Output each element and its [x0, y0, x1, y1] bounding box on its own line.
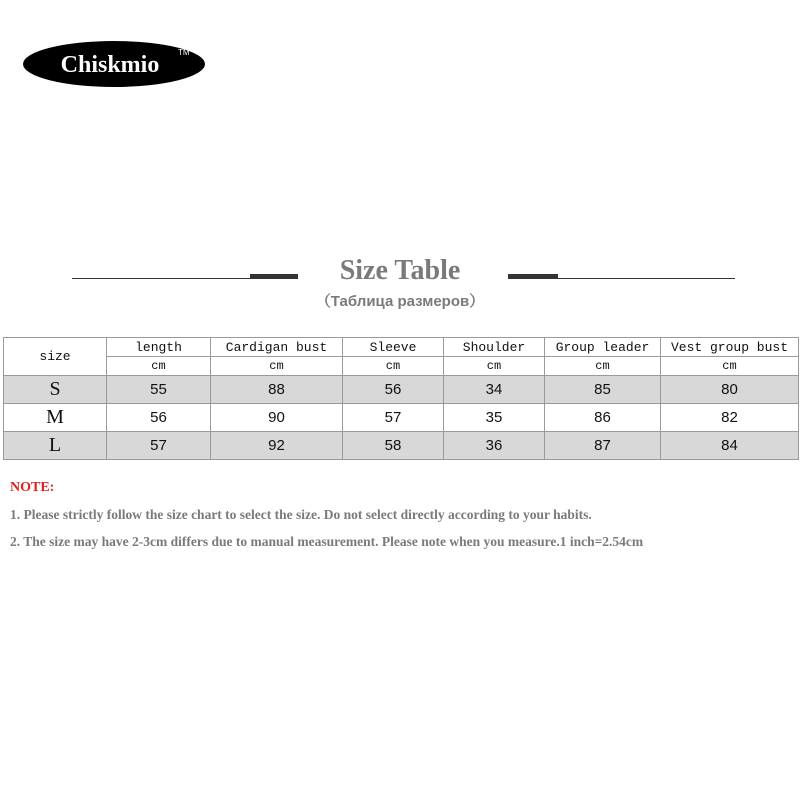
column-header: Group leader [545, 338, 661, 357]
unit-cell: cm [444, 357, 545, 376]
unit-row [4, 357, 799, 376]
table-row [4, 404, 799, 432]
column-header: Shoulder [444, 338, 545, 357]
column-header: length [107, 338, 211, 357]
brand-logo [22, 40, 206, 88]
table-cell: 35 [444, 404, 545, 432]
table-cell: 85 [545, 376, 661, 404]
column-header: Sleeve [343, 338, 444, 357]
table-cell: 82 [661, 404, 799, 432]
table-cell: 80 [661, 376, 799, 404]
unit-cell: cm [545, 357, 661, 376]
table-cell: 34 [444, 376, 545, 404]
table-cell: 57 [343, 404, 444, 432]
table-cell: 84 [661, 432, 799, 460]
table-cell: 56 [107, 404, 211, 432]
unit-cell: cm [107, 357, 211, 376]
table-cell: 87 [545, 432, 661, 460]
size-label: S [4, 376, 107, 404]
note-heading: NOTE: [10, 480, 55, 495]
column-header: Vest group bust [661, 338, 799, 357]
unit-cell: cm [343, 357, 444, 376]
table-cell: 56 [343, 376, 444, 404]
page-title: Size Table [339, 255, 461, 286]
unit-cell: cm [661, 357, 799, 376]
size-table [3, 337, 799, 460]
brand-tm: TM [178, 48, 190, 57]
note-item: 1. Please strictly follow the size chart to select the size. Do not select directly according to your habits. [10, 507, 592, 522]
table-cell: 57 [107, 432, 211, 460]
table-cell: 92 [211, 432, 343, 460]
size-label: L [4, 432, 107, 460]
table-cell: 58 [343, 432, 444, 460]
note-item: 2. The size may have 2-3cm differs due to manual measurement. Please note when you measure.1 inch=2.54cm [10, 534, 644, 549]
unit-cell: cm [211, 357, 343, 376]
size-label: M [4, 404, 107, 432]
brand-name: Chiskmio [60, 52, 160, 78]
table-cell: 90 [211, 404, 343, 432]
table-cell: 86 [545, 404, 661, 432]
page-subtitle: （Таблица размеров） [315, 293, 485, 310]
table-header-row [4, 338, 799, 357]
table-row [4, 376, 799, 404]
size-corner-cell: size [4, 338, 107, 376]
table-row [4, 432, 799, 460]
table-cell: 55 [107, 376, 211, 404]
column-header: Cardigan bust [211, 338, 343, 357]
table-cell: 88 [211, 376, 343, 404]
table-cell: 36 [444, 432, 545, 460]
